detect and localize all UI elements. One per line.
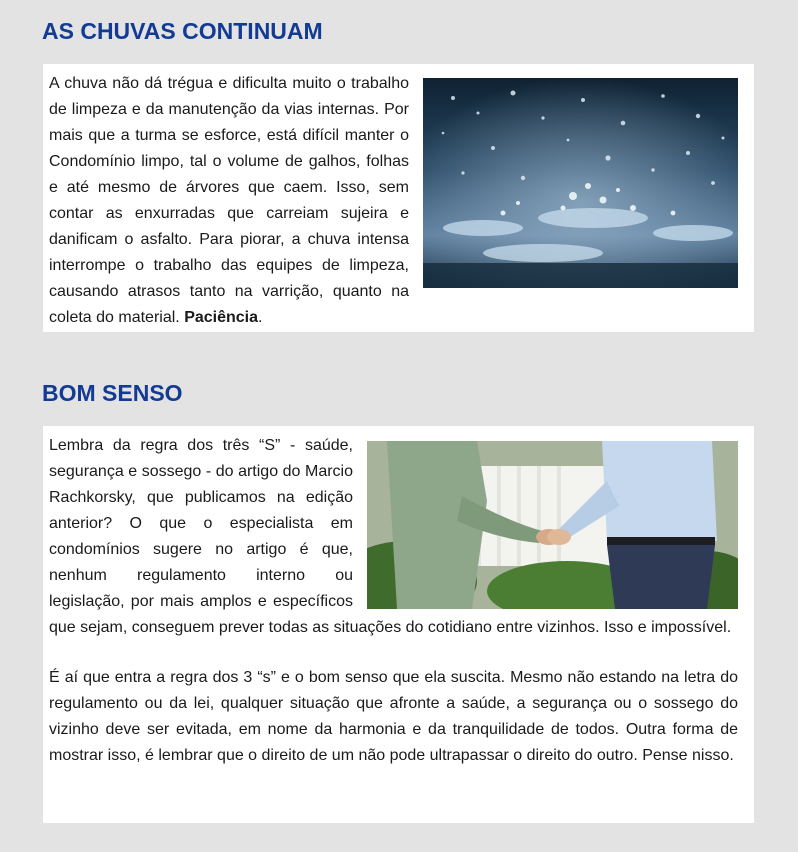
section-title-good-sense: BOM SENSO xyxy=(42,380,183,406)
article-paragraph-2: É aí que entra a regra dos 3 “s” e o bom senso que ela suscita. Mesmo não estando na letra do regulamento ou da lei, qualquer situação que afronte a saúde, a segurança ou o sossego do vizinho deve ser evitada, em nome da harmonia e da tranquilidade de todos. Outra forma de mostrar isso, é lembrar que o direito de um não pode ultrapassar o direito do outro. Pense nisso. xyxy=(49,669,738,764)
article-paragraph-1: Lembra da regra dos três “S” - saúde, segurança e sossego - do artigo do Marcio Rachkorsky, que publicamos na edição anterior? O que o especialista em condomínios sugere no artigo é que, nenhum regulamento interno ou legislação, por mais amplos e específicos que sejam, conseguem prever todas as situações do cotidiano entre vizinhos. Isso e impossível. xyxy=(49,437,732,636)
article-card-rain xyxy=(43,64,754,332)
emphasis-period: . xyxy=(258,309,263,326)
article-card-good-sense xyxy=(43,426,754,823)
section-title-rain: AS CHUVAS CONTINUAM xyxy=(42,18,323,44)
rain-splash-photo xyxy=(423,78,738,288)
handshake-photo xyxy=(367,441,738,609)
article-text-rain: A chuva não dá trégua e dificulta muito o trabalho de limpeza e da manutenção da vias internas. Por mais que a turma se esforce, está difícil manter o Condomínio limpo, tal o volume de galhos, folhas e até mesmo de árvores que caem. Isso, sem contar as enxurradas que carreiam sujeira e danificam o asfalto. Para piorar, a chuva intensa interrompe o trabalho das equipes de limpeza, causando atrasos tanto na varrição, quanto na coleta do material. xyxy=(49,75,409,326)
emphasis-paciencia: Paciência xyxy=(184,309,259,326)
